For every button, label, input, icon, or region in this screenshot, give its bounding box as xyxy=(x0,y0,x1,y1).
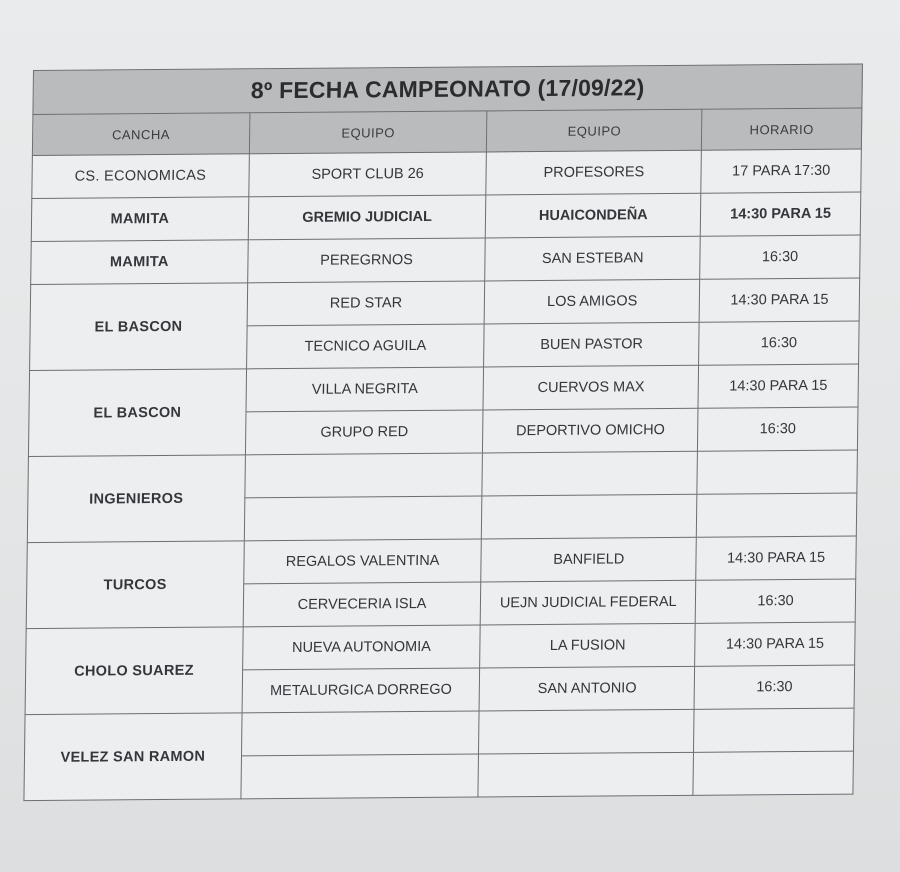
equipo2-cell: LA FUSION xyxy=(480,623,695,668)
equipo1-cell: PEREGRNOS xyxy=(247,238,485,283)
equipo1-cell: VILLA NEGRITA xyxy=(246,367,484,412)
cancha-cell: VELEZ SAN RAMON xyxy=(24,713,242,801)
equipo2-cell: SAN ESTEBAN xyxy=(485,236,700,281)
equipo2-cell: SAN ANTONIO xyxy=(479,666,694,711)
horario-cell: 14:30 PARA 15 xyxy=(699,278,859,322)
cancha-cell: MAMITA xyxy=(31,240,248,285)
horario-cell xyxy=(694,708,854,752)
equipo1-cell: TECNICO AGUILA xyxy=(246,324,484,369)
cancha-cell: EL BASCON xyxy=(28,369,246,457)
header-equipo-2: EQUIPO xyxy=(487,109,702,152)
equipo2-cell: BANFIELD xyxy=(481,537,696,582)
equipo2-cell: HUAICONDEÑA xyxy=(486,193,701,238)
equipo2-cell xyxy=(478,752,693,797)
horario-cell: 16:30 xyxy=(694,665,854,709)
equipo1-cell xyxy=(241,754,479,799)
equipo1-cell: REGALOS VALENTINA xyxy=(243,539,481,584)
table-row xyxy=(32,149,862,199)
equipo1-cell: GREMIO JUDICIAL xyxy=(248,195,486,240)
equipo2-cell: UEJN JUDICIAL FEDERAL xyxy=(481,580,696,625)
equipo1-cell: NUEVA AUTONOMIA xyxy=(242,625,480,670)
horario-cell xyxy=(697,450,857,494)
equipo1-cell xyxy=(245,453,483,498)
horario-cell: 14:30 PARA 15 xyxy=(698,364,858,408)
equipo2-cell xyxy=(482,494,697,539)
header-equipo-1: EQUIPO xyxy=(249,111,487,154)
cancha-cell: CHOLO SUAREZ xyxy=(25,627,243,715)
horario-cell: 14:30 PARA 15 xyxy=(696,536,856,580)
equipo1-cell: RED STAR xyxy=(247,281,485,326)
equipo1-cell xyxy=(241,711,479,756)
page-title: 8º FECHA CAMPEONATO (17/09/22) xyxy=(33,64,863,115)
horario-cell: 16:30 xyxy=(698,407,858,451)
table-row xyxy=(26,622,856,672)
horario-cell xyxy=(693,751,853,795)
horario-cell xyxy=(696,493,856,537)
equipo2-cell xyxy=(482,451,697,496)
equipo2-cell xyxy=(479,709,694,754)
cancha-cell: TURCOS xyxy=(26,541,244,629)
schedule-table xyxy=(23,63,863,801)
equipo1-cell xyxy=(244,496,482,541)
table-row xyxy=(31,235,861,285)
equipo2-cell: CUERVOS MAX xyxy=(483,365,698,410)
header-horario: HORARIO xyxy=(702,108,862,150)
horario-cell: 16:30 xyxy=(699,321,859,365)
cancha-cell: INGENIEROS xyxy=(27,455,245,543)
table-row xyxy=(29,364,859,414)
horario-cell: 16:30 xyxy=(700,235,860,279)
equipo2-cell: BUEN PASTOR xyxy=(484,322,699,367)
horario-cell: 14:30 PARA 15 xyxy=(700,192,860,236)
table-row xyxy=(30,278,860,328)
table-row xyxy=(31,192,861,242)
cancha-cell: MAMITA xyxy=(31,197,248,242)
equipo1-cell: SPORT CLUB 26 xyxy=(249,152,487,197)
table-row xyxy=(27,536,857,586)
equipo1-cell: CERVECERIA ISLA xyxy=(243,582,481,627)
equipo1-cell: GRUPO RED xyxy=(245,410,483,455)
equipo2-cell: LOS AMIGOS xyxy=(485,279,700,324)
equipo2-cell: DEPORTIVO OMICHO xyxy=(483,408,698,453)
table-row xyxy=(24,708,854,758)
cancha-cell: EL BASCON xyxy=(30,283,248,371)
header-cancha: CANCHA xyxy=(32,113,249,156)
horario-cell: 14:30 PARA 15 xyxy=(695,622,855,666)
equipo2-cell: PROFESORES xyxy=(486,150,701,195)
horario-cell: 17 PARA 17:30 xyxy=(701,149,861,193)
equipo1-cell: METALURGICA DORREGO xyxy=(242,668,480,713)
cancha-cell: CS. ECONOMICAS xyxy=(32,154,249,199)
horario-cell: 16:30 xyxy=(695,579,855,623)
table-row xyxy=(28,450,858,500)
